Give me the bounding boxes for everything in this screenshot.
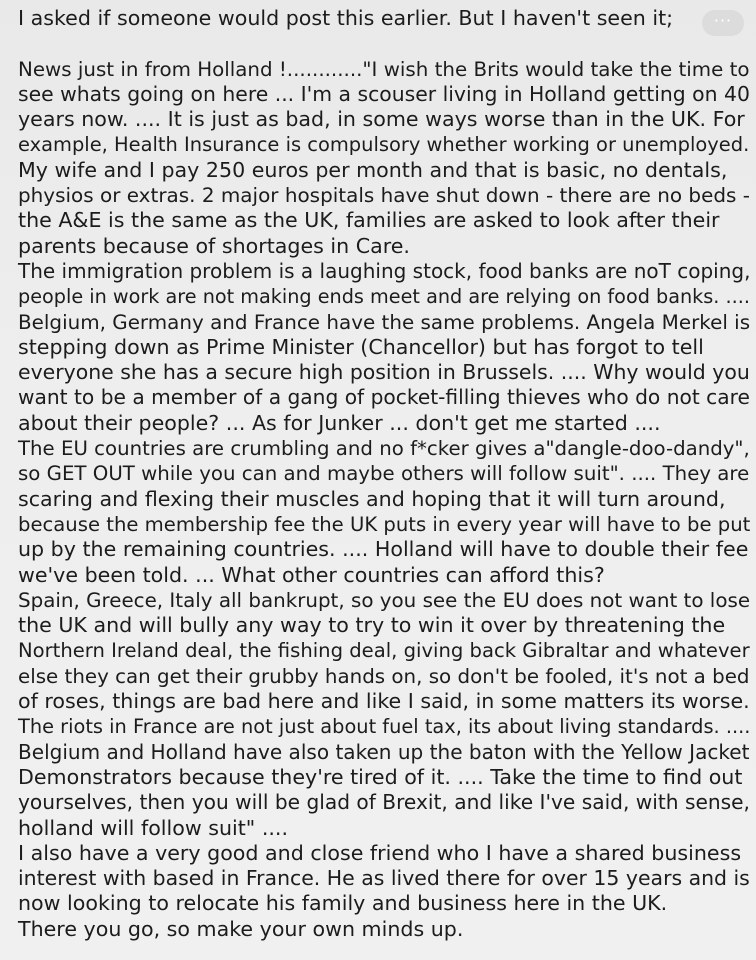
post-text-line: parents because of shortages in Care.	[18, 233, 410, 258]
post-text-line: see whats going on here ... I'm a scouser living in Holland getting on 40	[18, 81, 750, 106]
post-text-line: want to be a member of a gang of pocket-filling thieves who do not care	[18, 385, 750, 410]
post-text-line: There you go, so make your own minds up.	[18, 916, 464, 941]
post-text-line: of roses, things are bad here and like I said, in some matters its worse.	[18, 689, 750, 714]
post-text-line: everyone she has a secure high position in Brussels. .... Why would you	[18, 360, 750, 385]
post-text-line: holland will follow suit" ....	[18, 815, 289, 840]
post-text-line: Northern Ireland deal, the fishing deal, giving back Gibraltar and whatever	[18, 639, 750, 663]
post-text-line: Belgium and Holland have also taken up the baton with the Yellow Jacket	[18, 739, 750, 764]
post-text-line: the UK and will bully any way to try to win it over by threatening the	[18, 613, 726, 638]
post-text-line: we've been told. ... What other countries can afford this?	[18, 562, 605, 587]
more-options-button[interactable]: ···	[702, 10, 744, 36]
post-text-line: years now. .... It is just as bad, in some ways worse than in the UK. For	[18, 107, 745, 132]
post-text-line: Demonstrators because they're tired of it. .... Take the time to find out	[18, 764, 743, 789]
post-text-line: Spain, Greece, Italy all bankrupt, so you see the EU does not want to lose	[18, 588, 751, 612]
post-text-line: The immigration problem is a laughing stock, food banks are noT coping,	[18, 258, 751, 283]
post-text-line: because the membership fee the UK puts in every year will have to be put	[18, 512, 751, 536]
post-text-line: The riots in France are not just about fuel tax, its about living standards. ....	[18, 715, 751, 739]
post-intro: I asked if someone would post this earlier. But I haven't seen it;	[18, 6, 674, 30]
post-text-line: My wife and I pay 250 euros per month and that is basic, no dentals,	[18, 157, 728, 182]
post-text-line: I also have a very good and close friend who I have a shared business	[18, 840, 742, 865]
post-text-line: physios or extras. 2 major hospitals have shut down - there are no beds -	[18, 183, 750, 208]
post-text-line: News just in from Holland !............"I wish the Brits would take the time to	[18, 57, 750, 81]
post-text-line: else they can get their grubby hands on, so don't be fooled, it's not a bed	[18, 664, 750, 688]
post-text	[18, 57, 751, 942]
post-text-line: yourselves, then you will be glad of Brexit, and like I've said, with sense,	[18, 790, 750, 815]
post-text-line: up by the remaining countries. .... Holland will have to double their fee	[18, 537, 749, 562]
post-text-line: example, Health Insurance is compulsory whether working or unemployed.	[18, 133, 750, 157]
post-text-line: interest with based in France. He as lived there for over 15 years and is	[18, 866, 750, 891]
post-text-line: now looking to relocate his family and business here in the UK.	[18, 891, 668, 916]
post-text-line: so GET OUT while you can and maybe others will follow suit". .... They are	[18, 462, 750, 486]
post-text-line: The EU countries are crumbling and no f*cker gives a"dangle-doo-dandy",	[18, 437, 750, 461]
post-text-line: people in work are not making ends meet and are relying on food banks. ....	[18, 285, 750, 309]
post-text-line: Belgium, Germany and France have the same problems. Angela Merkel is	[18, 310, 751, 334]
post-text-line: the A&E is the same as the UK, families are asked to look after their	[18, 208, 720, 233]
post-text-line: scaring and flexing their muscles and hoping that it will turn around,	[18, 486, 726, 511]
post-text-line: about their people? ... As for Junker ... don't get me started ....	[18, 410, 661, 435]
post-text-line: stepping down as Prime Minister (Chancellor) but has forgot to tell	[18, 334, 704, 359]
